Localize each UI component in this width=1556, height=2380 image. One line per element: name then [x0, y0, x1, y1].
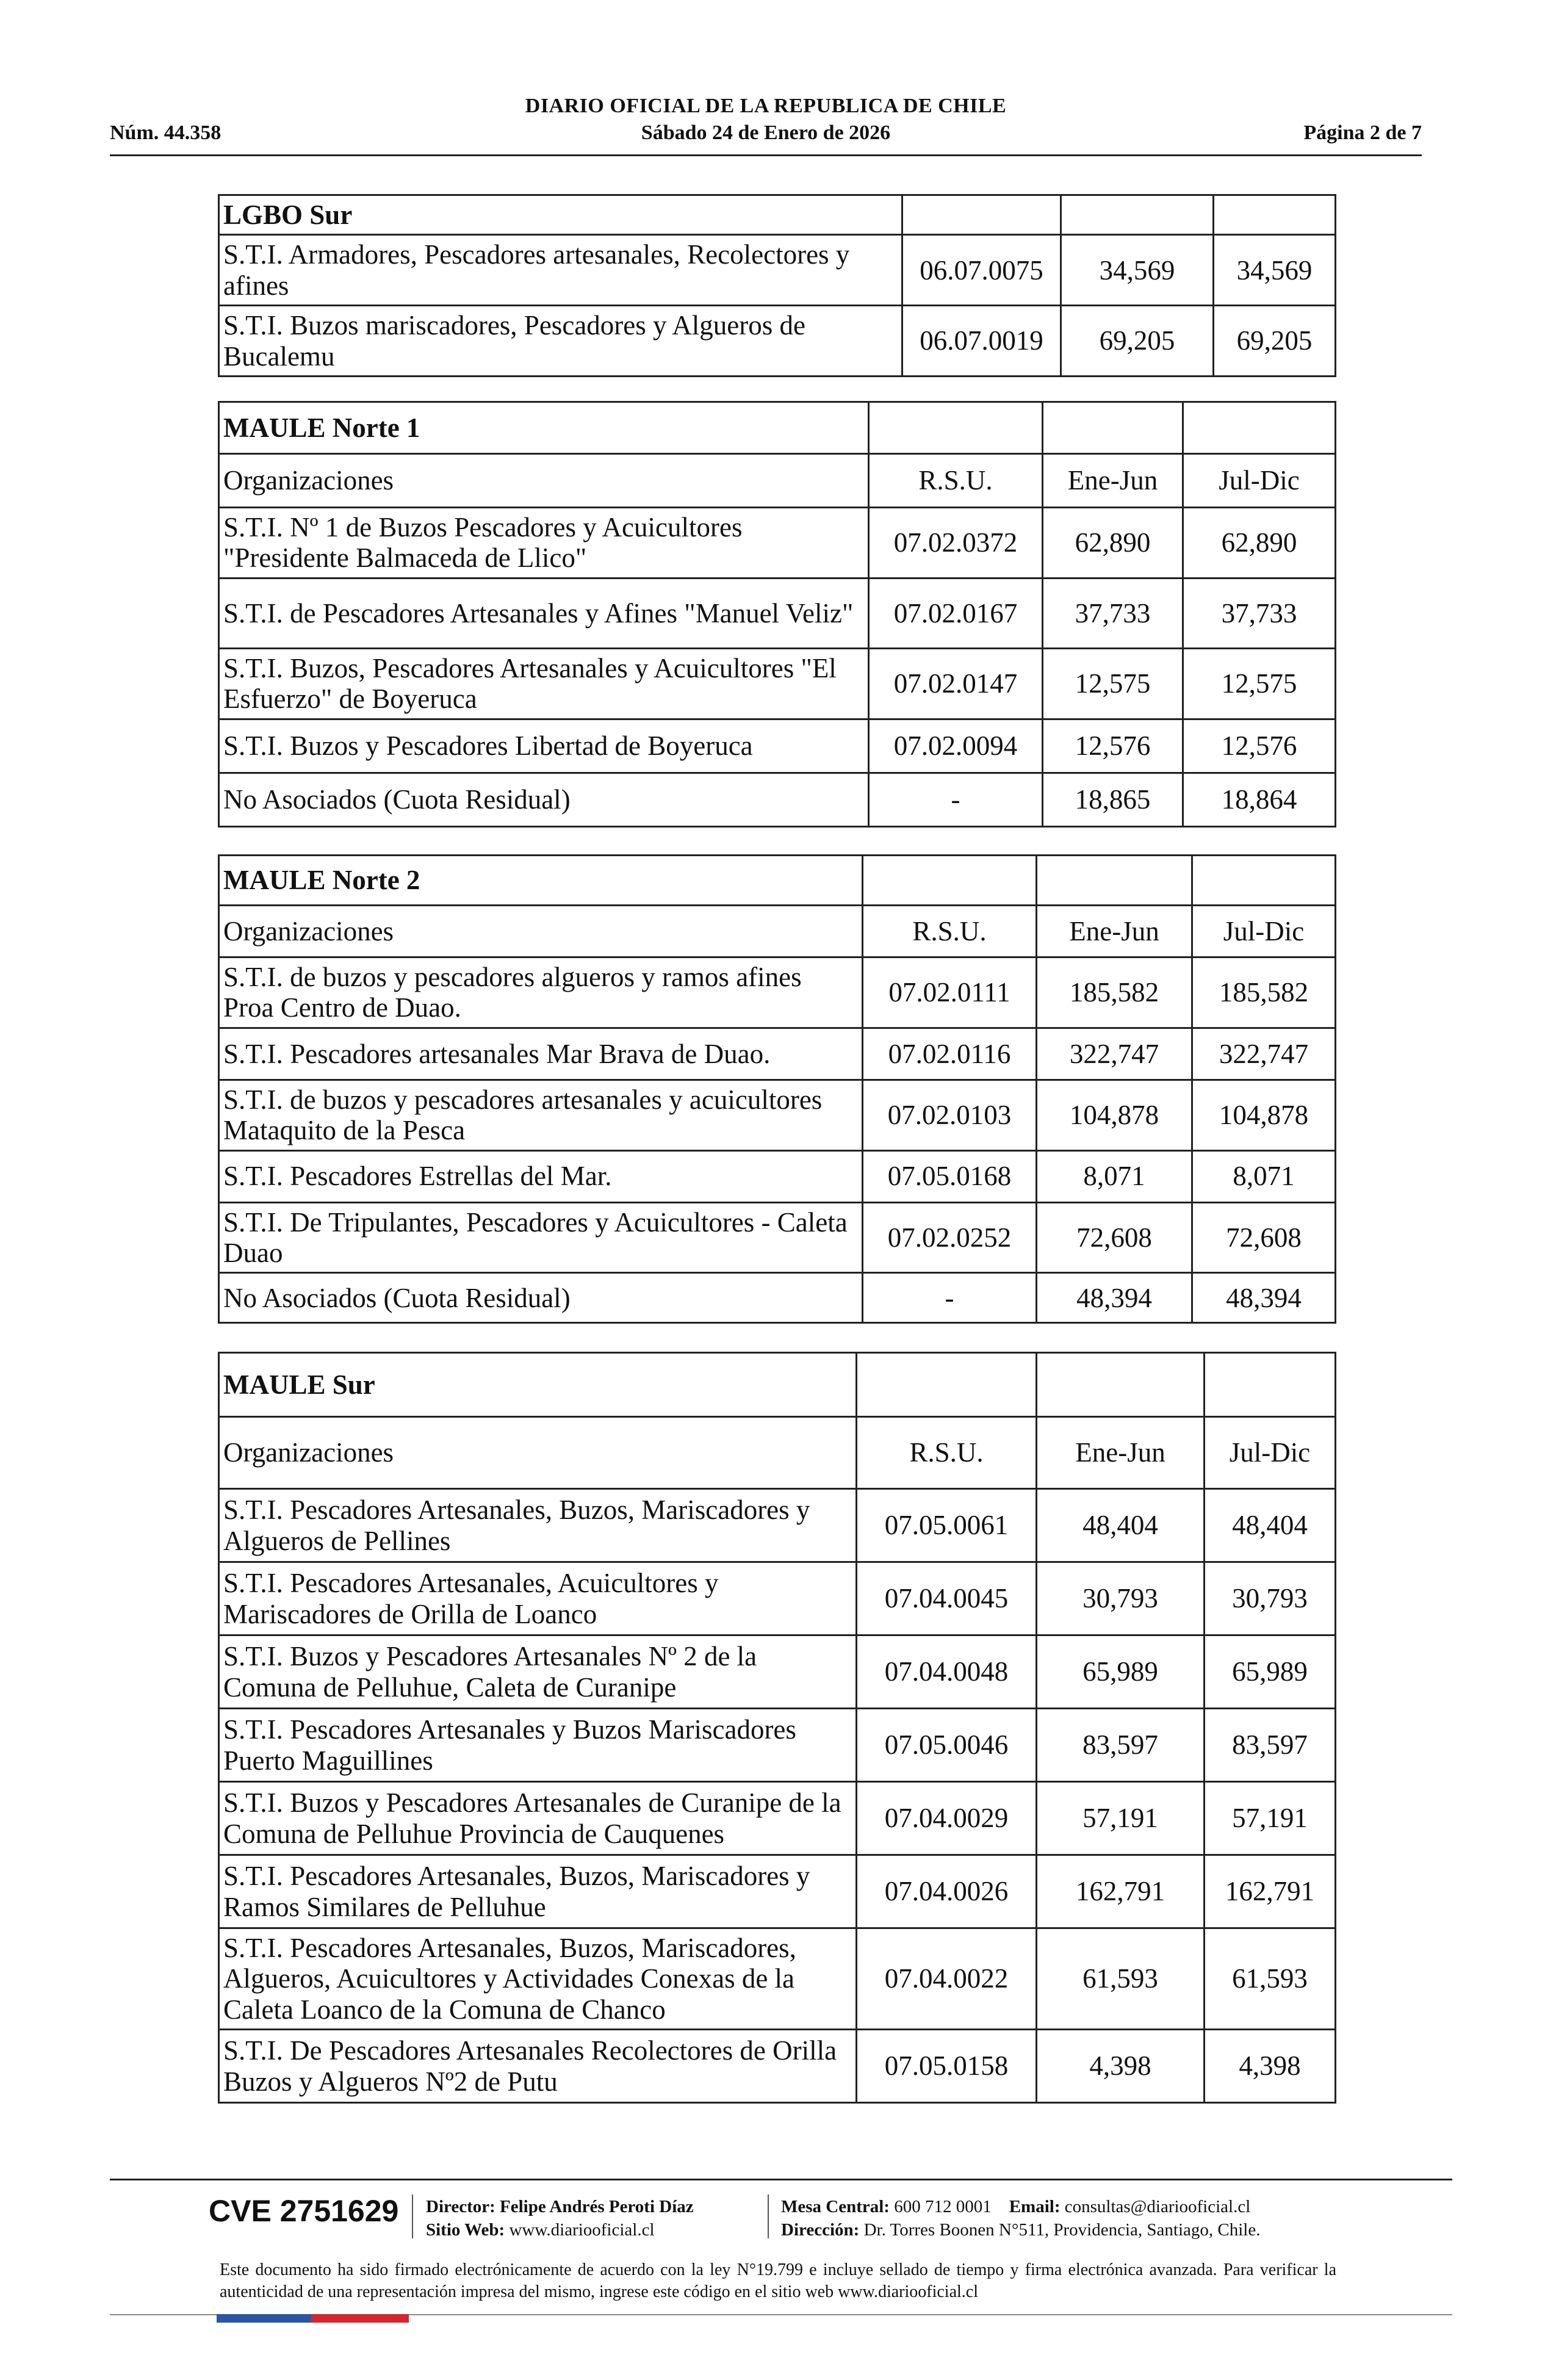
legal-notice: Este documento ha sido firmado electrónicamente de acuerdo con la ley N°19.799 e incluye sellado de tiempo y firma electrónica avanzada. Para verificar la autenticidad de una representación impresa del mismo, ingrese este código en el sitio web www.diariooficial.cl: [220, 2260, 1336, 2302]
jul-dic-cell: 48,394: [1192, 1273, 1336, 1323]
rsu-cell: 07.02.0372: [869, 508, 1043, 579]
footer-separator: [412, 2194, 413, 2238]
org-cell: S.T.I. Pescadores Artesanales, Buzos, Mariscadores, Algueros, Acuicultores y Actividades Conexas de la Caleta Loanco de la Comuna de Chanco: [219, 1928, 857, 2030]
jul-dic-cell: 12,575: [1183, 648, 1336, 719]
column-header-organizaciones: Organizaciones: [219, 454, 869, 508]
table-row: [219, 1782, 1336, 1855]
email-label: Email:: [1009, 2197, 1061, 2216]
table-header-row: [219, 454, 1336, 508]
ene-jun-cell: 72,608: [1037, 1202, 1192, 1273]
cve-code: CVE 2751629: [209, 2194, 399, 2228]
org-cell: S.T.I. De Pescadores Artesanales Recolectores de Orilla Buzos y Algueros Nº2 de Putu: [219, 2030, 857, 2103]
table-header-row: [219, 906, 1336, 957]
table-maule-sur: [218, 1352, 1336, 2104]
column-header-rsu: R.S.U.: [857, 1417, 1037, 1489]
jul-dic-cell: 30,793: [1205, 1562, 1336, 1635]
jul-dic-cell: 69,205: [1214, 306, 1336, 377]
org-cell: S.T.I. Pescadores Artesanales y Buzos Mariscadores Puerto Maguillines: [219, 1709, 857, 1782]
jul-dic-cell: 185,582: [1192, 957, 1336, 1028]
table-maule-norte-2: [218, 854, 1336, 1324]
column-header-jul-dic: Jul-Dic: [1205, 1417, 1336, 1489]
section-title: LGBO Sur: [219, 195, 902, 235]
column-header-ene-jun: Ene-Jun: [1037, 906, 1192, 957]
table-maule-norte-1: [218, 401, 1336, 828]
table-row: [219, 1150, 1336, 1202]
rsu-cell: 07.05.0168: [863, 1150, 1037, 1202]
table-row: [219, 1928, 1336, 2030]
footer-director-block: [426, 2196, 694, 2241]
table-row: [219, 578, 1336, 648]
rsu-cell: 07.04.0029: [857, 1782, 1037, 1855]
org-cell: S.T.I. Buzos y Pescadores Artesanales de Curanipe de la Comuna de Pelluhue Provincia de Cauquenes: [219, 1782, 857, 1855]
ene-jun-cell: 83,597: [1037, 1709, 1205, 1782]
rsu-cell: 07.02.0167: [869, 578, 1043, 648]
mesa-phone: 600 712 0001: [894, 2197, 992, 2216]
org-cell: S.T.I. de Pescadores Artesanales y Afines "Manuel Veliz": [219, 578, 869, 648]
table-row: [219, 508, 1336, 579]
jul-dic-cell: 62,890: [1183, 508, 1336, 579]
rsu-cell: 07.05.0158: [857, 2030, 1037, 2103]
ene-jun-cell: 48,404: [1037, 1489, 1205, 1562]
column-header-organizaciones: Organizaciones: [219, 906, 863, 957]
ene-jun-cell: 34,569: [1061, 235, 1214, 306]
section-title: MAULE Norte 2: [219, 856, 863, 906]
org-cell: S.T.I. Buzos y Pescadores Artesanales Nº 2 de la Comuna de Pelluhue, Caleta de Curanipe: [219, 1635, 857, 1709]
ene-jun-cell: 104,878: [1037, 1080, 1192, 1150]
email-link[interactable]: consultas@diariooficial.cl: [1064, 2197, 1251, 2216]
ene-jun-cell: 61,593: [1037, 1928, 1205, 2030]
publication-title: DIARIO OFICIAL DE LA REPUBLICA DE CHILE: [525, 95, 1007, 117]
table-row: [219, 773, 1336, 826]
jul-dic-cell: 18,864: [1183, 773, 1336, 826]
jul-dic-cell: 65,989: [1205, 1635, 1336, 1709]
org-cell: S.T.I. Buzos, Pescadores Artesanales y Acuicultores "El Esfuerzo" de Boyeruca: [219, 648, 869, 719]
table-title-row: [219, 1353, 1336, 1417]
table-row: [219, 648, 1336, 719]
org-cell: S.T.I. Pescadores artesanales Mar Brava de Duao.: [219, 1028, 863, 1080]
table-row: [219, 719, 1336, 773]
issue-date: Sábado 24 de Enero de 2026: [641, 121, 891, 144]
jul-dic-cell: 12,576: [1183, 719, 1336, 773]
ene-jun-cell: 65,989: [1037, 1635, 1205, 1709]
rsu-cell: 07.04.0026: [857, 1855, 1037, 1928]
org-cell: S.T.I. Pescadores Artesanales, Acuicultores y Mariscadores de Orilla de Loanco: [219, 1562, 857, 1635]
org-cell: S.T.I. Pescadores Artesanales, Buzos, Mariscadores y Algueros de Pellines: [219, 1489, 857, 1562]
column-header-jul-dic: Jul-Dic: [1192, 906, 1336, 957]
rsu-cell: 07.04.0048: [857, 1635, 1037, 1709]
jul-dic-cell: 83,597: [1205, 1709, 1336, 1782]
ene-jun-cell: 57,191: [1037, 1782, 1205, 1855]
ene-jun-cell: 69,205: [1061, 306, 1214, 377]
ene-jun-cell: 4,398: [1037, 2030, 1205, 2103]
table-row: [219, 1028, 1336, 1080]
rsu-cell: 07.02.0094: [869, 719, 1043, 773]
ene-jun-cell: 185,582: [1037, 957, 1192, 1028]
table-row: [219, 1080, 1336, 1150]
rsu-cell: -: [869, 773, 1043, 826]
org-cell: No Asociados (Cuota Residual): [219, 1273, 863, 1323]
ene-jun-cell: 8,071: [1037, 1150, 1192, 1202]
org-cell: S.T.I. Buzos y Pescadores Libertad de Boyeruca: [219, 719, 869, 773]
jul-dic-cell: 48,404: [1205, 1489, 1336, 1562]
rsu-cell: 07.02.0111: [863, 957, 1037, 1028]
org-cell: S.T.I. Buzos mariscadores, Pescadores y Algueros de Bucalemu: [219, 306, 902, 377]
flag-bar-red: [311, 2314, 409, 2323]
jul-dic-cell: 104,878: [1192, 1080, 1336, 1150]
table-title-row: [219, 402, 1336, 454]
web-label: Sitio Web:: [426, 2220, 505, 2240]
rsu-cell: 07.05.0061: [857, 1489, 1037, 1562]
org-cell: S.T.I. Nº 1 de Buzos Pescadores y Acuicultores "Presidente Balmaceda de Llico": [219, 508, 869, 579]
table-row: [219, 957, 1336, 1028]
page-indicator: Página 2 de 7: [1303, 121, 1422, 144]
ene-jun-cell: 12,575: [1043, 648, 1183, 719]
table-title-row: [219, 195, 1336, 235]
table-row: [219, 1562, 1336, 1635]
jul-dic-cell: 61,593: [1205, 1928, 1336, 2030]
ene-jun-cell: 62,890: [1043, 508, 1183, 579]
issue-number: Núm. 44.358: [110, 121, 222, 144]
table-row: [219, 1273, 1336, 1323]
jul-dic-cell: 72,608: [1192, 1202, 1336, 1273]
org-cell: No Asociados (Cuota Residual): [219, 773, 869, 826]
table-header-row: [219, 1417, 1336, 1489]
web-link[interactable]: www.diariooficial.cl: [509, 2220, 655, 2240]
ene-jun-cell: 322,747: [1037, 1028, 1192, 1080]
section-title: MAULE Sur: [219, 1353, 857, 1417]
address-label: Dirección:: [781, 2220, 860, 2240]
footer-divider: [110, 2179, 1452, 2180]
column-header-organizaciones: Organizaciones: [219, 1417, 857, 1489]
ene-jun-cell: 162,791: [1037, 1855, 1205, 1928]
footer-separator: [768, 2194, 769, 2238]
column-header-ene-jun: Ene-Jun: [1043, 454, 1183, 508]
table-row: [219, 2030, 1336, 2103]
table-row: [219, 1855, 1336, 1928]
section-title: MAULE Norte 1: [219, 402, 869, 454]
footer-contact-block: [781, 2196, 1260, 2241]
ene-jun-cell: 12,576: [1043, 719, 1183, 773]
jul-dic-cell: 322,747: [1192, 1028, 1336, 1080]
mesa-label: Mesa Central:: [781, 2197, 890, 2216]
table-row: [219, 1202, 1336, 1273]
jul-dic-cell: 37,733: [1183, 578, 1336, 648]
jul-dic-cell: 4,398: [1205, 2030, 1336, 2103]
ene-jun-cell: 18,865: [1043, 773, 1183, 826]
rsu-cell: 07.02.0147: [869, 648, 1043, 719]
address-value: Dr. Torres Boonen N°511, Providencia, Santiago, Chile.: [863, 2220, 1261, 2240]
rsu-cell: 07.02.0252: [863, 1202, 1037, 1273]
org-cell: S.T.I. de buzos y pescadores artesanales y acuicultores Mataquito de la Pesca: [219, 1080, 863, 1150]
header-divider: [110, 154, 1422, 156]
rsu-cell: 07.02.0116: [863, 1028, 1037, 1080]
ene-jun-cell: 30,793: [1037, 1562, 1205, 1635]
page-footer: [110, 2179, 1452, 2331]
rsu-cell: 07.05.0046: [857, 1709, 1037, 1782]
table-row: [219, 1635, 1336, 1709]
rsu-cell: 06.07.0075: [902, 235, 1061, 306]
table-row: [219, 1489, 1336, 1562]
column-header-rsu: R.S.U.: [863, 906, 1037, 957]
jul-dic-cell: 57,191: [1205, 1782, 1336, 1855]
rsu-cell: -: [863, 1273, 1037, 1323]
org-cell: S.T.I. de buzos y pescadores algueros y ramos afines Proa Centro de Duao.: [219, 957, 863, 1028]
jul-dic-cell: 162,791: [1205, 1855, 1336, 1928]
jul-dic-cell: 34,569: [1214, 235, 1336, 306]
ene-jun-cell: 48,394: [1037, 1273, 1192, 1323]
column-header-jul-dic: Jul-Dic: [1183, 454, 1336, 508]
org-cell: S.T.I. Pescadores Artesanales, Buzos, Mariscadores y Ramos Similares de Pelluhue: [219, 1855, 857, 1928]
rsu-cell: 07.02.0103: [863, 1080, 1037, 1150]
rsu-cell: 06.07.0019: [902, 306, 1061, 377]
flag-bar-blue: [217, 2314, 311, 2323]
page-header: [110, 95, 1422, 156]
rsu-cell: 07.04.0022: [857, 1928, 1037, 2030]
org-cell: S.T.I. Pescadores Estrellas del Mar.: [219, 1150, 863, 1202]
table-title-row: [219, 856, 1336, 906]
rsu-cell: 07.04.0045: [857, 1562, 1037, 1635]
table-row: [219, 235, 1336, 306]
org-cell: S.T.I. Armadores, Pescadores artesanales, Recolectores y afines: [219, 235, 902, 306]
table-row: [219, 1709, 1336, 1782]
column-header-rsu: R.S.U.: [869, 454, 1043, 508]
director-name: Felipe Andrés Peroti Díaz: [500, 2197, 694, 2216]
table-row: [219, 306, 1336, 377]
org-cell: S.T.I. De Tripulantes, Pescadores y Acuicultores - Caleta Duao: [219, 1202, 863, 1273]
director-label: Director:: [426, 2197, 495, 2216]
table-lgbo-sur: [218, 194, 1336, 377]
jul-dic-cell: 8,071: [1192, 1150, 1336, 1202]
ene-jun-cell: 37,733: [1043, 578, 1183, 648]
column-header-ene-jun: Ene-Jun: [1037, 1417, 1205, 1489]
